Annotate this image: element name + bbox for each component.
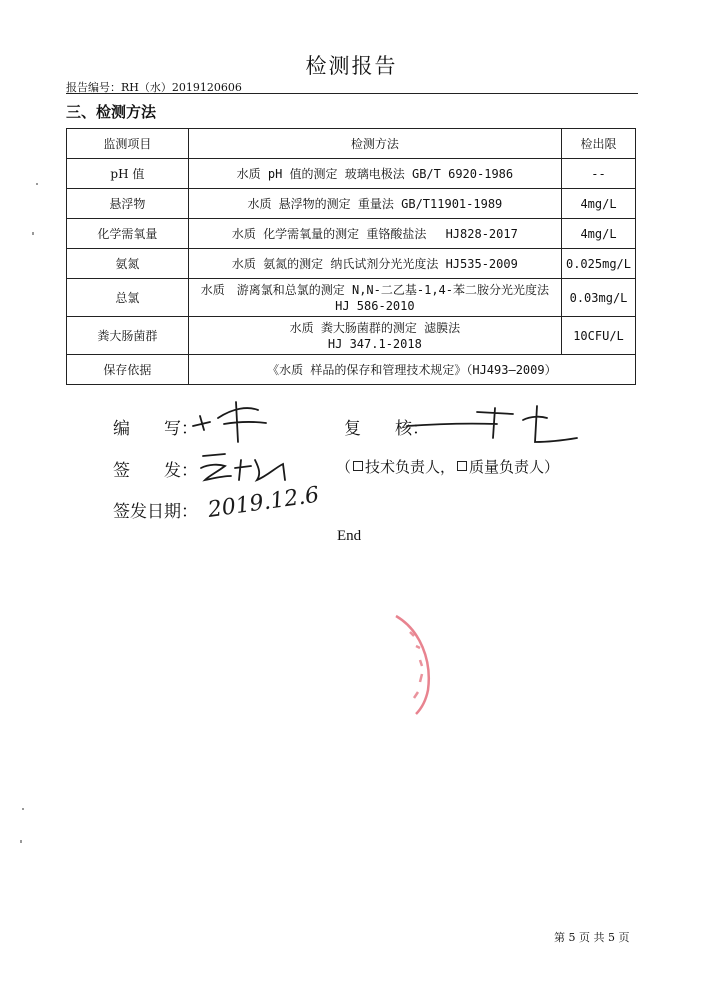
end-marker: End <box>337 528 362 544</box>
limit-cell: 0.03mg/L <box>562 279 636 317</box>
table-row <box>67 279 636 317</box>
table-row <box>67 189 636 219</box>
compiled-by-label: 编 写： <box>113 419 198 439</box>
item-cell: pH 值 <box>67 159 189 189</box>
method-cell: 水质 化学需氧量的测定 重铬酸盐法 HJ828-2017 <box>188 219 561 249</box>
method-line: 水质 粪大肠菌群的测定 滤膜法 <box>289 320 461 335</box>
issued-by-label: 签 发： <box>113 461 198 481</box>
reviewed-by-label: 复 核： <box>344 419 429 439</box>
column-header: 检测方法 <box>188 129 561 159</box>
table-header-row <box>67 129 636 159</box>
table-footer-row <box>67 355 636 385</box>
method-cell <box>188 279 561 317</box>
table-row <box>67 317 636 355</box>
column-header: 监测项目 <box>67 129 189 159</box>
checkbox-quality <box>457 461 467 471</box>
report-number: 报告编号：RH（水）2019120606 <box>66 81 242 94</box>
scan-speck <box>20 840 22 843</box>
method-cell: 水质 pH 值的测定 玻璃电极法 GB/T 6920-1986 <box>188 159 561 189</box>
item-cell: 化学需氧量 <box>67 219 189 249</box>
limit-cell: -- <box>562 159 636 189</box>
method-cell: 《水质 样品的保存和管理技术规定》（HJ493—2009） <box>188 355 635 385</box>
method-line: HJ 347.1-2018 <box>327 336 422 351</box>
item-cell: 保存依据 <box>67 355 189 385</box>
issue-date-text: 2019.12.6 <box>206 482 321 523</box>
limit-cell: 10CFU/L <box>562 317 636 355</box>
item-cell: 氨氮 <box>67 249 189 279</box>
method-cell <box>188 317 561 355</box>
issue-date-label: 签发日期： <box>113 502 198 522</box>
company-seal-partial <box>392 612 437 717</box>
method-cell: 水质 悬浮物的测定 重量法 GB/T11901-1989 <box>188 189 561 219</box>
column-header: 检出限 <box>562 129 636 159</box>
scan-speck <box>32 232 34 235</box>
section-title: 三、检测方法 <box>66 103 157 121</box>
header-divider <box>66 93 638 94</box>
scan-speck <box>36 183 38 185</box>
issuer-signature <box>195 446 305 486</box>
method-line: HJ 586-2010 <box>335 298 415 313</box>
reviewer-signature <box>405 398 580 448</box>
table-row <box>67 219 636 249</box>
methods-table <box>66 128 636 385</box>
handwritten-issue-date <box>205 482 345 527</box>
method-line: 水质 游离氯和总氯的测定 N,N-二乙基-1,4-苯二胺分光光度法 <box>200 282 549 297</box>
item-cell: 粪大肠菌群 <box>67 317 189 355</box>
limit-cell: 0.025mg/L <box>562 249 636 279</box>
limit-cell: 4mg/L <box>562 189 636 219</box>
compiler-signature <box>188 396 278 446</box>
scan-speck <box>22 808 24 810</box>
checkbox-tech <box>353 461 363 471</box>
item-cell: 总氯 <box>67 279 189 317</box>
report-title: 检测报告 <box>305 54 398 78</box>
method-cell: 水质 氨氮的测定 纳氏试剂分光光度法 HJ535-2009 <box>188 249 561 279</box>
issuer-role-note: （ 技术负责人， 质量负责人） <box>336 458 560 476</box>
table-row <box>67 159 636 189</box>
table-row <box>67 249 636 279</box>
item-cell: 悬浮物 <box>67 189 189 219</box>
limit-cell: 4mg/L <box>562 219 636 249</box>
page-number: 第 5 页 共 5 页 <box>554 931 630 944</box>
